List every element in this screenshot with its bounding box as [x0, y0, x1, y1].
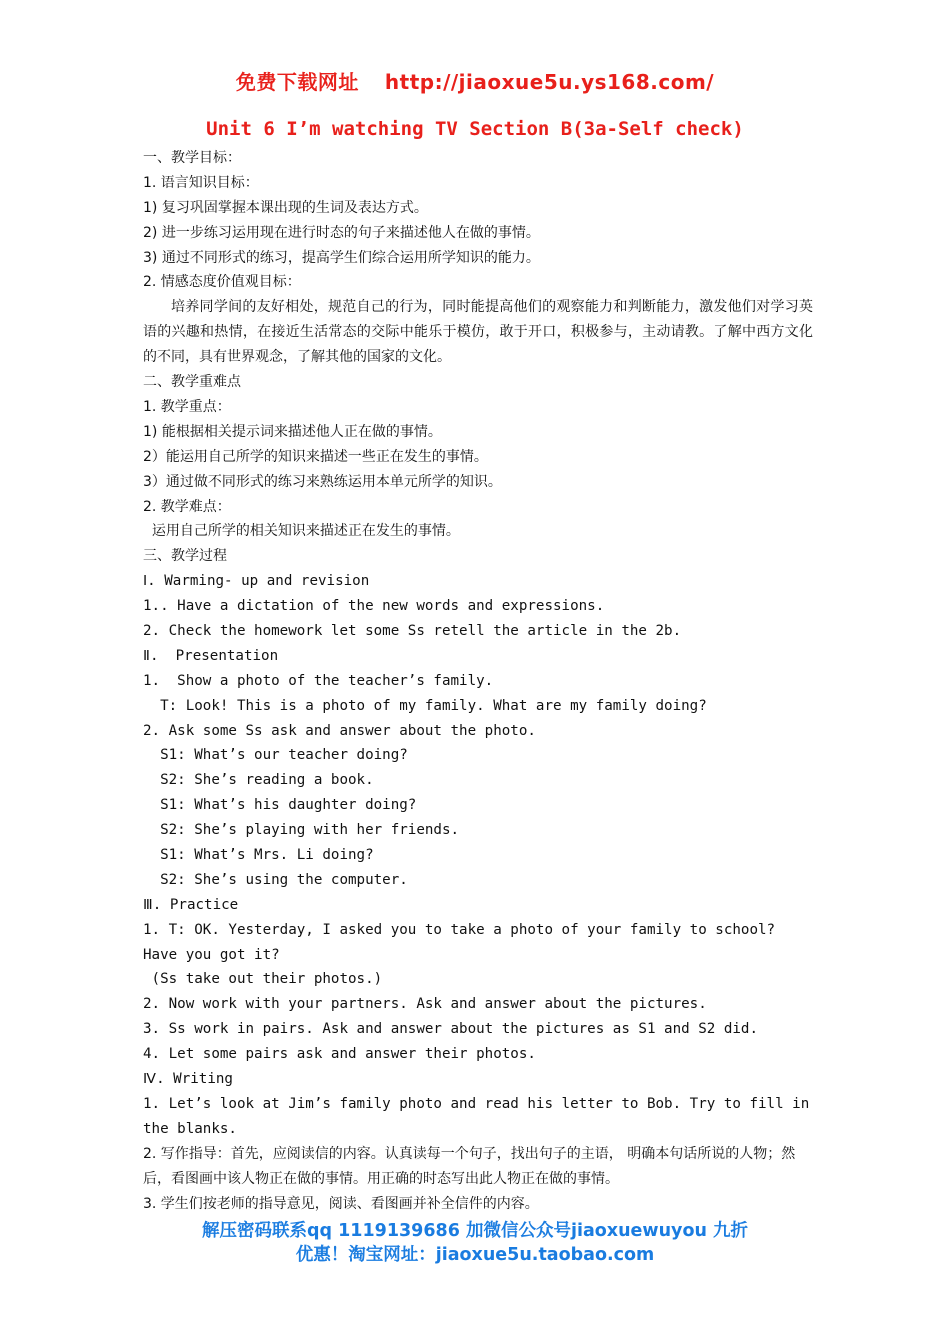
text-line: 3) 通过不同形式的练习，提高学生们综合运用所学知识的能力。	[143, 249, 540, 266]
text-line: 2. 教学难点：	[143, 498, 231, 515]
section-heading: 二、教学重难点	[143, 374, 241, 391]
text-line: 2）能运用自己所学的知识来描述一些正在发生的事情。	[143, 448, 488, 465]
paragraph: 2. 写作指导：首先，应阅读信的内容。认真读每一个句子，找出句子的主语， 明确本句话所说的人物；然后，看图画中该人物正在做的事情。用正确的时态写出此人物正在做的事情。	[143, 1145, 796, 1187]
text-line: Ⅳ. Writing	[143, 1071, 233, 1088]
text-line: 1. Let’s look at Jim’s family photo and read his letter to Bob. Try to fill in the blanks.	[143, 1095, 810, 1137]
text-line: 1) 复习巩固掌握本课出现的生词及表达方式。	[143, 199, 428, 216]
text-line: 2) 进一步练习运用现在进行时态的句子来描述他人在做的事情。	[143, 224, 540, 241]
text-line: S2: She’s reading a book.	[143, 772, 374, 789]
text-line: 1. 语言知识目标：	[143, 174, 259, 191]
text-line: 1. T: OK. Yesterday, I asked you to take a photo of your family to school? Have you got it?	[143, 921, 776, 963]
text-line: 4. Let some pairs ask and answer their photos.	[143, 1046, 536, 1063]
text-line: T: Look! This is a photo of my family. What are my family doing?	[143, 697, 707, 714]
text-line: S1: What’s his daughter doing?	[143, 797, 417, 814]
text-line: 2. Now work with your partners. Ask and answer about the pictures.	[143, 996, 707, 1013]
text-line: 1. 教学重点：	[143, 398, 231, 415]
text-line: 3. 学生们按老师的指导意见，阅读、看图画并补全信件的内容。	[143, 1195, 539, 1212]
text-line: Ⅰ. Warming- up and revision	[143, 573, 370, 590]
text-line: 2. 情感态度价值观目标：	[143, 274, 301, 291]
text-line: S1: What’s Mrs. Li doing?	[143, 846, 374, 863]
header-url[interactable]: http://jiaoxue5u.ys168.com/	[384, 70, 715, 94]
text-line: S1: What’s our teacher doing?	[143, 747, 408, 764]
footer-line-2[interactable]: 优惠！淘宝网址：jiaoxue5u.taobao.com	[295, 1245, 655, 1265]
text-line: 2. Ask some Ss ask and answer about the photo.	[143, 722, 536, 739]
document-title: Unit 6 I’m watching TV Section B(3a-Self check)	[206, 118, 744, 140]
text-line: S2: She’s playing with her friends.	[143, 822, 460, 839]
footer-line-1: 解压密码联系qq 1119139686 加微信公众号jiaoxuewuyou 九折	[201, 1221, 749, 1241]
text-line: 3）通过做不同形式的练习来熟练运用本单元所学的知识。	[143, 473, 502, 490]
text-line: 运用自己所学的相关知识来描述正在发生的事情。	[143, 523, 460, 540]
section-heading: 一、教学目标：	[143, 150, 241, 166]
text-line: 1.. Have a dictation of the new words and expressions.	[143, 598, 605, 615]
section-heading: 三、教学过程	[143, 548, 227, 565]
text-line: 1. Show a photo of the teacher’s family.	[143, 672, 494, 689]
text-line: Ⅱ. Presentation	[143, 647, 279, 664]
text-line: Ⅲ. Practice	[143, 896, 239, 913]
text-line: 1) 能根据相关提示词来描述他人正在做的事情。	[143, 423, 442, 440]
document-body	[143, 146, 813, 1216]
paragraph: 培养同学间的友好相处，规范自己的行为，同时能提高他们的观察能力和判断能力，激发他们对学习英语的兴趣和热情，在接近生活常态的交际中能乐于模仿，敢于开口，积极参与，主动请教。了解中西方文化的不同，具有世界观念，了解其他的国家的文化。	[143, 299, 813, 366]
text-line: 2. Check the homework let some Ss retell the article in the 2b.	[143, 622, 682, 639]
header-download-link[interactable]	[0, 66, 950, 95]
header-label: 免费下载网址	[235, 70, 359, 94]
text-line: (Ss take out their photos.)	[143, 971, 383, 988]
footer-contact	[0, 1219, 950, 1267]
text-line: 3. Ss work in pairs. Ask and answer about the pictures as S1 and S2 did.	[143, 1021, 758, 1038]
text-line: S2: She’s using the computer.	[143, 871, 408, 888]
